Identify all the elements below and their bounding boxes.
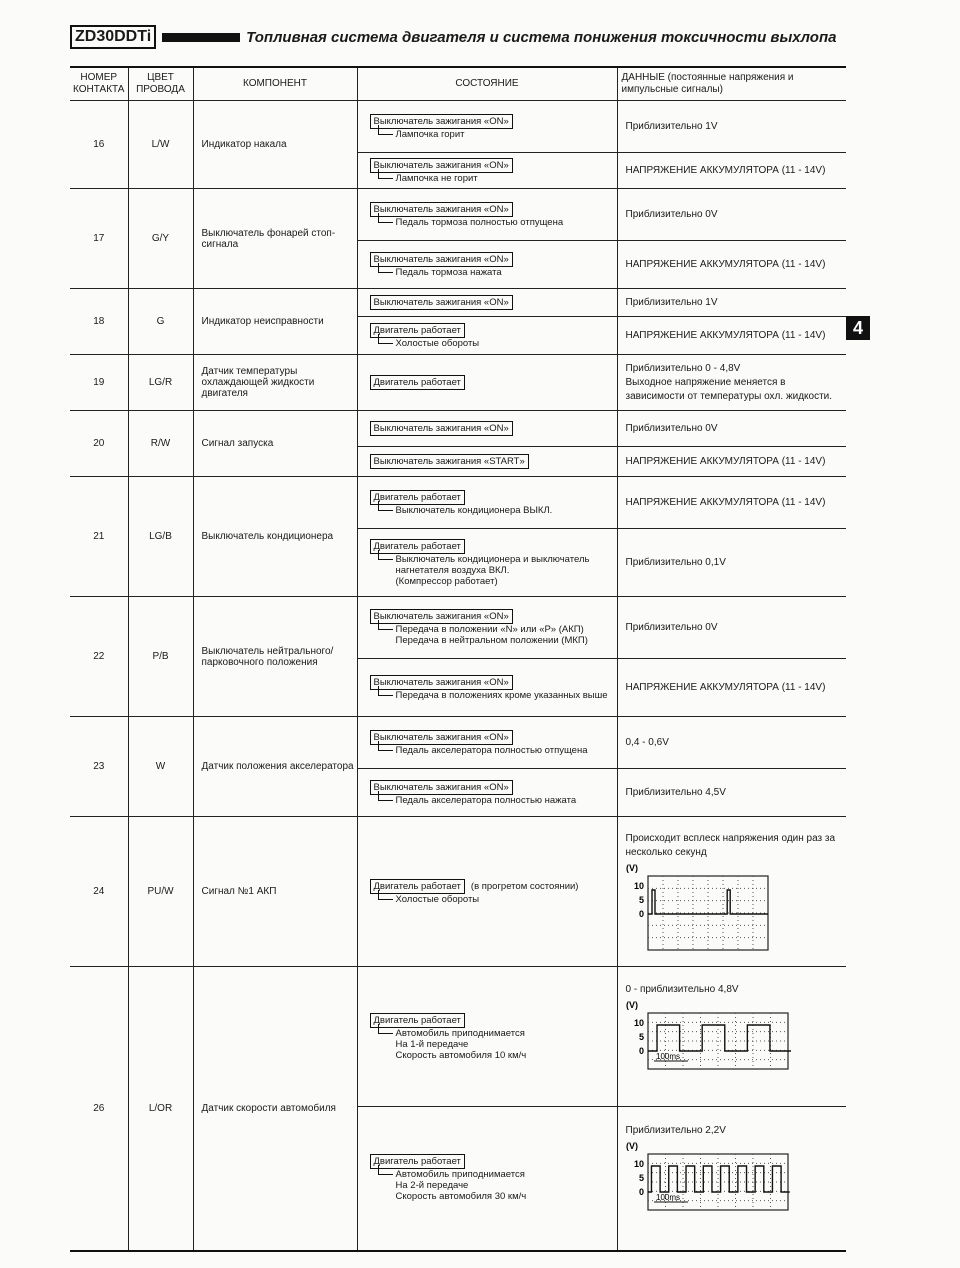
data-cell [617, 769, 846, 817]
condition-header [370, 323, 611, 338]
component-name: Выключатель кондиционера [193, 477, 357, 597]
condition-box-label: Двигатель работает [370, 490, 465, 505]
component-name: Датчик положения акселератора [193, 717, 357, 817]
data-cell [617, 241, 846, 289]
condition-header [370, 609, 611, 624]
condition-detail: Педаль тормоза полностью отпущена [378, 217, 611, 228]
condition-detail: Холостые обороты [378, 894, 611, 905]
wire-color: LG/B [128, 477, 193, 597]
wire-color: G [128, 289, 193, 355]
wire-color: PU/W [128, 817, 193, 967]
data-value: Приблизительно 0 - 4,8V [625, 362, 741, 374]
data-value: Выходное напряжение меняется в зависимости от температуры охл. жидкости. [625, 376, 833, 402]
y-tick-label: 5 [638, 894, 644, 905]
data-cell [617, 153, 846, 189]
data-cell [617, 317, 846, 355]
component-name: Выключатель фонарей стоп-сигнала [193, 189, 357, 289]
condition-detail: (Компрессор работает) [395, 575, 498, 587]
component-name: Индикатор неисправности [193, 289, 357, 355]
condition-header [370, 1013, 611, 1028]
condition-detail: Передача в положениях кроме указанных выше [378, 690, 611, 701]
condition-box-label: Двигатель работает [370, 539, 465, 554]
data-value: 0,4 - 0,6V [625, 736, 669, 748]
table-row [70, 967, 846, 1107]
condition-header [370, 490, 611, 505]
condition-cell [357, 529, 617, 597]
data-value: Приблизительно 2,2V [625, 1125, 726, 1137]
section-tab: 4 [846, 316, 870, 340]
data-cell [617, 477, 846, 529]
condition-header [370, 879, 611, 894]
data-cell [617, 189, 846, 241]
condition-cell [357, 769, 617, 817]
condition-box-label: Выключатель зажигания «ON» [370, 780, 513, 795]
condition-cell [357, 1107, 617, 1251]
pin-number: 16 [70, 101, 128, 189]
condition-header [370, 252, 611, 267]
y-tick-label: 10 [633, 1017, 644, 1028]
data-value: Приблизительно 1V [625, 120, 718, 132]
condition-detail: Автомобиль приподнимается [378, 1169, 611, 1180]
table-row [70, 817, 846, 967]
data-cell [617, 447, 846, 477]
data-value: Приблизительно 1V [625, 296, 718, 308]
condition-box-label: Выключатель зажигания «ON» [370, 252, 513, 267]
condition-box-label: Выключатель зажигания «ON» [370, 114, 513, 129]
time-scale-label: 100ms [655, 1193, 680, 1203]
data-value: 0 - приблизительно 4,8V [625, 983, 739, 995]
component-name: Сигнал №1 АКП [193, 817, 357, 967]
waveform-graph [626, 999, 791, 1091]
condition-box-label: Выключатель зажигания «ON» [370, 295, 513, 310]
wire-color: L/OR [128, 967, 193, 1251]
pin-number: 21 [70, 477, 128, 597]
data-value: НАПРЯЖЕНИЕ АККУМУЛЯТОРА (11 - 14V) [625, 258, 826, 270]
condition-header [370, 421, 611, 436]
condition-header [370, 675, 611, 690]
data-cell [617, 101, 846, 153]
col-component: КОМПОНЕНТ [193, 67, 357, 101]
condition-header [370, 454, 611, 469]
condition-box-label: Выключатель зажигания «START» [370, 454, 529, 469]
col-wire: ЦВЕТ ПРОВОДА [128, 67, 193, 101]
condition-cell [357, 411, 617, 447]
data-value: Приблизительно 0V [625, 422, 718, 434]
condition-box-label: Выключатель зажигания «ON» [370, 730, 513, 745]
condition-header [370, 202, 611, 217]
component-name: Датчик скорости автомобиля [193, 967, 357, 1251]
component-name: Выключатель нейтрального/ парковочного положения [193, 597, 357, 717]
signal-trace [648, 1025, 791, 1051]
condition-note: (в прогретом состоянии) [470, 880, 579, 892]
data-cell [617, 717, 846, 769]
condition-cell [357, 241, 617, 289]
data-cell [617, 355, 846, 411]
table-row [70, 101, 846, 153]
signal-trace [648, 890, 768, 914]
data-value: НАПРЯЖЕНИЕ АККУМУЛЯТОРА (11 - 14V) [625, 164, 826, 176]
y-tick-label: 5 [638, 1173, 644, 1184]
pin-number: 19 [70, 355, 128, 411]
table-row [70, 597, 846, 659]
col-pin: НОМЕР КОНТАКТА [70, 67, 128, 101]
header-bar [162, 33, 240, 42]
condition-header [370, 295, 611, 310]
component-name: Индикатор накала [193, 101, 357, 189]
data-cell [617, 411, 846, 447]
condition-header [370, 375, 611, 390]
condition-cell [357, 967, 617, 1107]
wire-color: L/W [128, 101, 193, 189]
data-cell [617, 967, 846, 1107]
condition-detail: Выключатель кондиционера и выключатель нагнетателя воздуха ВКЛ. [378, 554, 611, 576]
condition-box-label: Двигатель работает [370, 1013, 465, 1028]
condition-detail: На 2-й передаче [395, 1180, 469, 1192]
wire-color: R/W [128, 411, 193, 477]
y-unit-label: (V) [625, 1141, 638, 1152]
component-name: Сигнал запуска [193, 411, 357, 477]
pin-number: 20 [70, 411, 128, 477]
data-cell [617, 1107, 846, 1251]
data-value: НАПРЯЖЕНИЕ АККУМУЛЯТОРА (11 - 14V) [625, 681, 826, 693]
condition-detail: На 1-й передаче [395, 1038, 469, 1050]
table-row [70, 289, 846, 317]
y-tick-label: 0 [638, 1045, 644, 1056]
data-value: Приблизительно 0V [625, 208, 718, 220]
data-cell [617, 289, 846, 317]
data-value: НАПРЯЖЕНИЕ АККУМУЛЯТОРА (11 - 14V) [625, 455, 826, 467]
time-scale-label: 100ms [655, 1051, 680, 1061]
condition-cell [357, 817, 617, 967]
pin-number: 26 [70, 967, 128, 1251]
y-tick-label: 0 [638, 908, 644, 919]
condition-detail: Холостые обороты [378, 338, 611, 349]
data-value: НАПРЯЖЕНИЕ АККУМУЛЯТОРА (11 - 14V) [625, 329, 826, 341]
wire-color: P/B [128, 597, 193, 717]
component-name: Датчик температуры охлаждающей жидкости двигателя [193, 355, 357, 411]
pin-number: 24 [70, 817, 128, 967]
condition-header [370, 158, 611, 173]
condition-header [370, 114, 611, 129]
condition-box-label: Двигатель работает [370, 879, 465, 894]
data-cell [617, 817, 846, 967]
condition-header [370, 1154, 611, 1169]
condition-detail: Скорость автомобиля 10 км/ч [395, 1049, 527, 1061]
condition-detail: Выключатель кондиционера ВЫКЛ. [378, 505, 611, 516]
data-value: Приблизительно 0,1V [625, 556, 726, 568]
table-row [70, 411, 846, 447]
condition-box-label: Выключатель зажигания «ON» [370, 675, 513, 690]
pin-number: 17 [70, 189, 128, 289]
condition-detail: Лампочка не горит [378, 173, 611, 184]
data-value: НАПРЯЖЕНИЕ АККУМУЛЯТОРА (11 - 14V) [625, 496, 826, 508]
condition-detail: Автомобиль приподнимается [378, 1028, 611, 1039]
pin-number: 23 [70, 717, 128, 817]
condition-header [370, 780, 611, 795]
condition-box-label: Двигатель работает [370, 375, 465, 390]
condition-cell [357, 447, 617, 477]
col-data: ДАННЫЕ (постоянные напряжения и импульсные сигналы) [617, 67, 846, 101]
y-tick-label: 10 [633, 1159, 644, 1170]
col-condition: СОСТОЯНИЕ [357, 67, 617, 101]
condition-cell [357, 289, 617, 317]
condition-cell [357, 717, 617, 769]
condition-detail: Педаль тормоза нажата [378, 267, 611, 278]
table-row [70, 717, 846, 769]
condition-cell [357, 355, 617, 411]
pin-number: 22 [70, 597, 128, 717]
condition-box-label: Двигатель работает [370, 323, 465, 338]
condition-detail: Педаль акселератора полностью отпущена [378, 745, 611, 756]
table-row [70, 355, 846, 411]
data-value: Происходит всплеск напряжения один раз за несколько секунд [625, 832, 836, 858]
signal-trace [648, 1166, 790, 1192]
condition-box-label: Выключатель зажигания «ON» [370, 202, 513, 217]
condition-cell [357, 101, 617, 153]
condition-detail: Скорость автомобиля 30 км/ч [395, 1191, 527, 1203]
engine-model-label: ZD30DDTi [70, 25, 156, 49]
page-header [70, 24, 850, 50]
condition-header [370, 539, 611, 554]
condition-cell [357, 659, 617, 717]
pin-number: 18 [70, 289, 128, 355]
data-value: Приблизительно 4,5V [625, 786, 726, 798]
condition-cell [357, 597, 617, 659]
y-tick-label: 0 [638, 1187, 644, 1198]
data-cell [617, 529, 846, 597]
condition-box-label: Выключатель зажигания «ON» [370, 158, 513, 173]
table-row [70, 189, 846, 241]
y-unit-label: (V) [625, 862, 638, 873]
data-cell [617, 659, 846, 717]
condition-detail: Педаль акселератора полностью нажата [378, 795, 611, 806]
y-tick-label: 10 [633, 880, 644, 891]
pin-data-table [70, 66, 846, 1252]
condition-box-label: Выключатель зажигания «ON» [370, 609, 513, 624]
y-tick-label: 5 [638, 1031, 644, 1042]
condition-box-label: Выключатель зажигания «ON» [370, 421, 513, 436]
wire-color: G/Y [128, 189, 193, 289]
data-value: Приблизительно 0V [625, 621, 718, 633]
waveform-graph [626, 862, 771, 952]
data-cell [617, 597, 846, 659]
y-unit-label: (V) [625, 999, 638, 1010]
page-title: Топливная система двигателя и система понижения токсичности выхлопа [246, 28, 837, 46]
condition-cell [357, 477, 617, 529]
wire-color: LG/R [128, 355, 193, 411]
condition-cell [357, 189, 617, 241]
condition-cell [357, 317, 617, 355]
condition-cell [357, 153, 617, 189]
waveform-graph [626, 1140, 791, 1232]
condition-box-label: Двигатель работает [370, 1154, 465, 1169]
condition-detail: Лампочка горит [378, 129, 611, 140]
condition-header [370, 730, 611, 745]
table-row [70, 477, 846, 529]
wire-color: W [128, 717, 193, 817]
condition-detail: Передача в положении «N» или «P» (АКП) [378, 624, 611, 635]
condition-detail: Передача в нейтральном положении (МКП) [395, 635, 588, 646]
